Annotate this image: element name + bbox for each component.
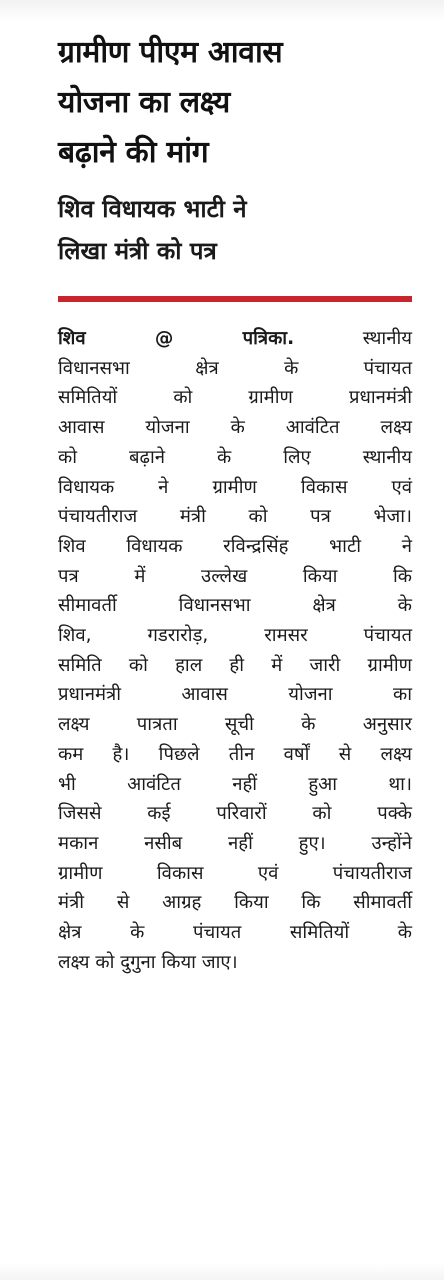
body-line <box>58 324 412 354</box>
body-line: आवास योजना के आवंटित लक्ष्य <box>58 417 412 439</box>
subheadline-line: लिखा मंत्री को पत्र <box>58 237 217 265</box>
news-article <box>58 28 414 977</box>
body-line: मंत्री से आग्रह किया कि सीमावर्ती <box>58 892 412 914</box>
body-line: मकान नसीब नहीं हुए। उन्होंने <box>58 832 412 854</box>
dateline: शिव @ पत्रिका. <box>58 328 295 349</box>
body-line: विधायक ने ग्रामीण विकास एवं <box>58 476 412 498</box>
headline-line: बढ़ाने की मांग <box>58 135 209 170</box>
body-line: जिससे कई परिवारों को पक्के <box>58 803 412 825</box>
body-line: लक्ष्य को दुगुना किया जाए। <box>58 951 238 973</box>
page-bottom-shade <box>0 1264 444 1280</box>
body-line: को बढ़ाने के लिए स्थानीय <box>58 446 412 468</box>
body-line-text: स्थानीय <box>294 328 413 349</box>
body-line: विधानसभा क्षेत्र के पंचायत <box>58 357 412 379</box>
subheadline-line: शिव विधायक भाटी ने <box>58 195 247 223</box>
body-line: पंचायतीराज मंत्री को पत्र भेजा। <box>58 506 412 528</box>
body-line: लक्ष्य पात्रता सूची के अनुसार <box>58 714 412 736</box>
headline-line: योजना का लक्ष्य <box>58 85 230 120</box>
subheadline <box>58 188 414 272</box>
body-line: समितियों को ग्रामीण प्रधानमंत्री <box>58 387 412 409</box>
article-body <box>58 324 412 977</box>
body-line: शिव, गडरारोड़, रामसर पंचायत <box>58 625 412 647</box>
body-line: सीमावर्ती विधानसभा क्षेत्र के <box>58 595 412 617</box>
body-line: पत्र में उल्लेख किया कि <box>58 565 412 587</box>
body-line: क्षेत्र के पंचायत समितियों के <box>58 922 412 944</box>
headline <box>58 28 414 178</box>
body-line: समिति को हाल ही में जारी ग्रामीण <box>58 654 412 676</box>
body-line: भी आवंटित नहीं हुआ था। <box>58 773 412 795</box>
page-top-shade <box>0 0 444 22</box>
body-line: कम है। पिछले तीन वर्षों से लक्ष्य <box>58 743 412 765</box>
body-line: ग्रामीण विकास एवं पंचायतीराज <box>58 862 412 884</box>
headline-line: ग्रामीण पीएम आवास <box>58 35 283 70</box>
body-line: शिव विधायक रविन्द्रसिंह भाटी ने <box>58 535 412 557</box>
body-line: प्रधानमंत्री आवास योजना का <box>58 684 412 706</box>
red-divider <box>58 296 412 302</box>
